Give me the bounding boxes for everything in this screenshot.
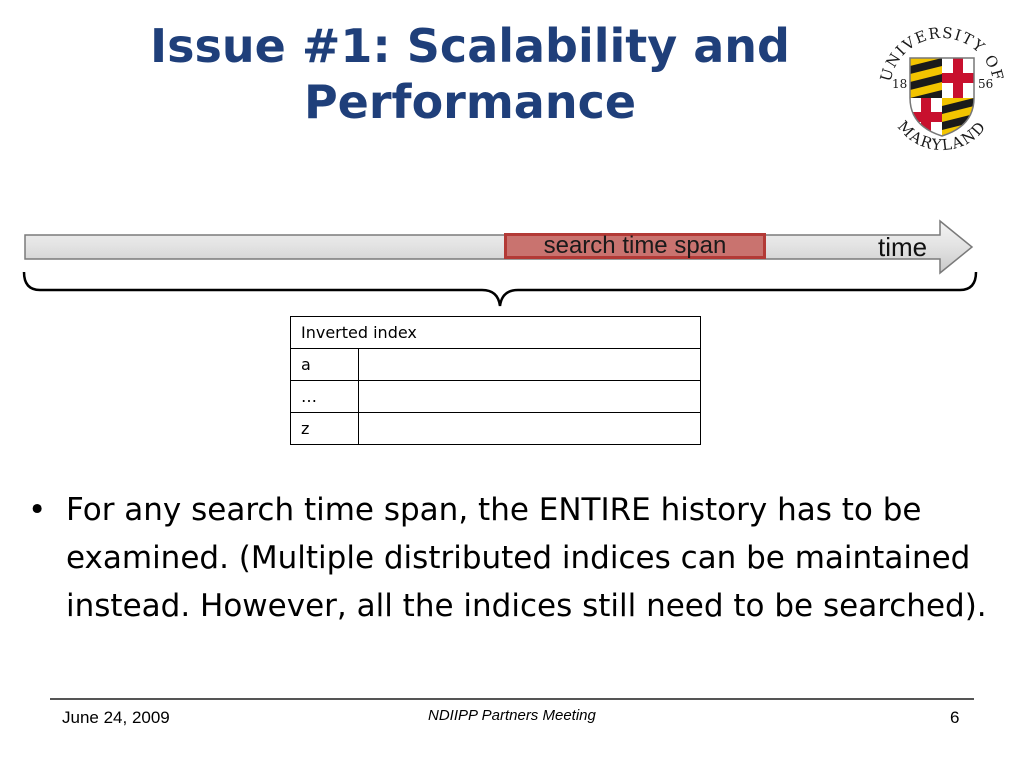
table-key-cell: z — [291, 413, 359, 445]
table-key-cell: a — [291, 349, 359, 381]
table-row — [291, 413, 701, 445]
time-axis-label: time — [878, 232, 928, 262]
logo-text-bottom: MARYLAND — [893, 117, 990, 154]
table-header-row — [291, 317, 701, 349]
title-line-1: Issue #1: Scalability and — [150, 19, 790, 73]
footer-divider — [50, 698, 974, 700]
history-brace — [22, 270, 978, 314]
logo-year-left: 18 — [892, 77, 908, 91]
table-value-cell — [359, 381, 701, 413]
footer-meeting: NDIIPP Partners Meeting — [428, 707, 596, 724]
inverted-index-table — [290, 316, 701, 445]
table-row — [291, 349, 701, 381]
table-value-cell — [359, 413, 701, 445]
search-time-span-box: search time span — [504, 233, 766, 259]
bullet-marker: • — [28, 492, 47, 528]
bullet-text: For any search time span, the ENTIRE history has to be examined. (Multiple distributed indices can be maintained instead. However, all the indices still need to be searched). — [66, 492, 987, 624]
table-value-cell — [359, 349, 701, 381]
table-key-cell: … — [291, 381, 359, 413]
bullet-item — [28, 486, 988, 630]
footer-date: June 24, 2009 — [62, 708, 170, 727]
slide-title — [90, 18, 850, 130]
timeline-arrow — [22, 218, 982, 276]
table-header: Inverted index — [291, 317, 701, 349]
logo-text-top: UNIVERSITY OF — [876, 23, 1008, 84]
table-row — [291, 381, 701, 413]
footer-page-number: 6 — [950, 708, 960, 727]
title-line-2: Performance — [303, 75, 637, 129]
university-of-maryland-seal-icon — [868, 14, 1016, 154]
logo-year-right: 56 — [978, 77, 994, 91]
